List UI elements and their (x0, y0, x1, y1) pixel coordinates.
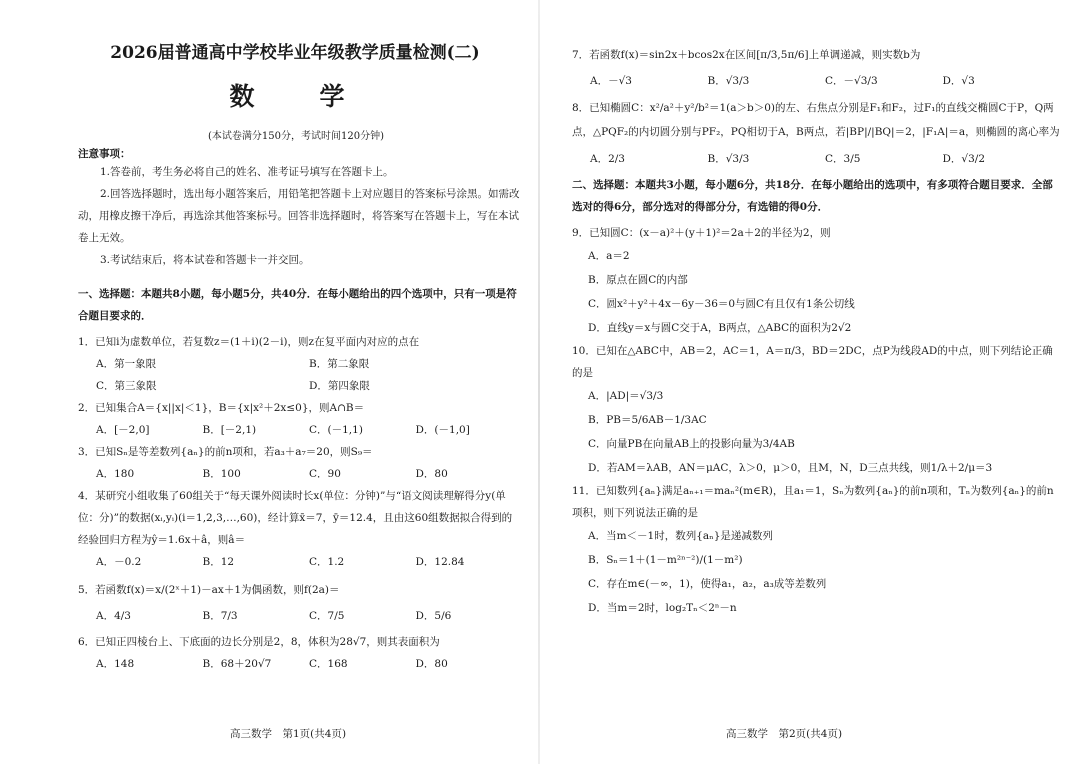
exam-title: 2026届普通高中学校毕业年级教学质量检测(二) (110, 43, 480, 63)
question-5 (78, 579, 522, 631)
question-11 (572, 480, 1060, 620)
option: D．80 (415, 468, 448, 480)
option: A．4/3 (96, 610, 131, 622)
option: A．－0.2 (96, 556, 142, 568)
option: D．当m＝2时，log₂Tₙ＜2ⁿ－n (588, 602, 737, 614)
option: B．[－2,1) (202, 424, 257, 436)
option: A．[－2,0] (96, 424, 150, 436)
option: B．第二象限 (309, 358, 370, 370)
notice-item: 3.考试结束后，将本试卷和答题卡一并交回。 (100, 254, 310, 266)
question-stem: 9．已知圆C：(x－a)²＋(y＋1)²＝2a＋2的半径为2，则 (572, 227, 831, 239)
option: D．直线y＝x与圆C交于A，B两点，△ABC的面积为2√2 (588, 322, 852, 334)
option: A．－√3 (590, 75, 632, 87)
option: C．3/5 (825, 153, 861, 165)
question-stem: 5．若函数f(x)＝x/(2ˣ＋1)－ax＋1为偶函数，则f(2a)＝ (78, 584, 340, 596)
question-1 (78, 331, 522, 397)
option: C．存在m∈(－∞，1)，使得a₁，a₂，a₃成等差数列 (588, 578, 827, 590)
option: D．5/6 (415, 610, 452, 622)
option: C．第三象限 (96, 380, 157, 392)
question-stem: 3．已知Sₙ是等差数列{aₙ}的前n项和，若a₃＋a₇＝20，则S₉＝ (78, 446, 373, 458)
option: D．若AM＝λAB，AN＝μAC，λ＞0，μ＞0，且M，N，D三点共线，则1/λ＋2/μ＝3 (588, 462, 993, 474)
right-page (540, 0, 1080, 764)
notice-heading: 注意事项： (78, 148, 131, 160)
option: B．Sₙ＝1＋(1－m²ⁿ⁻²)/(1－m²) (588, 554, 743, 566)
notice-item: 1.答卷前，考生务必将自己的姓名、准考证号填写在答题卡上。 (100, 166, 394, 178)
option: B．100 (202, 468, 241, 480)
option: C．7/5 (309, 610, 345, 622)
option: B．原点在圆C的内部 (588, 274, 688, 286)
option: C．向量PB在向量AB上的投影向量为3/4AB (588, 438, 795, 450)
section-1-heading: 一、选择题：本题共8小题，每小题5分，共40分．在每小题给出的四个选项中，只有一项是符合题目要求的． (78, 288, 517, 322)
option: C．1.2 (309, 556, 345, 568)
option: D．√3 (942, 75, 975, 87)
question-stem: 8．已知椭圆C：x²/a²＋y²/b²＝1(a＞b＞0)的左、右焦点分别是F₁和F₂，过F₁的直线交椭圆C于P，Q两点，△PQF₂的内切圆分别与PF₂，PQ相切于A，B两点，若|BP|/|BQ|＝2，|F₁A|＝a，则椭圆的离心率为 (572, 102, 1060, 138)
option: D．√3/2 (942, 153, 986, 165)
option: A．148 (96, 658, 135, 670)
question-stem: 2．已知集合A＝{x||x|＜1}，B＝{x|x²＋2x≤0}，则A∩B＝ (78, 402, 365, 414)
option: A．第一象限 (96, 358, 157, 370)
question-3 (78, 441, 522, 485)
option: B．7/3 (202, 610, 238, 622)
notice-item: 2.回答选择题时，选出每小题答案后，用铅笔把答题卡上对应题目的答案标号涂黑。如需改动，用橡皮擦干净后，再选涂其他答案标号。回答非选择题时，将答案写在答题卡上，写在本试卷上无效。 (78, 188, 520, 244)
question-8 (572, 96, 1060, 174)
option: D．(－1,0] (415, 424, 470, 436)
option: C．168 (309, 658, 348, 670)
section-2-heading: 二、选择题：本题共3小题，每小题6分，共18分．在每小题给出的选项中，有多项符合题目要求．全部选对的得6分，部分选对的得部分分，有选错的得0分． (572, 179, 1053, 213)
option: D．12.84 (415, 556, 465, 568)
option: A．2/3 (590, 153, 625, 165)
option: B．PB＝5/6AB－1/3AC (588, 414, 707, 426)
option: A．当m＜－1时，数列{aₙ}是递减数列 (588, 530, 773, 542)
option: B．12 (202, 556, 235, 568)
question-9 (572, 222, 1060, 340)
question-stem: 1．已知i为虚数单位，若复数z＝(1＋i)(2－i)，则z在复平面内对应的点在 (78, 336, 420, 348)
question-4 (78, 485, 522, 573)
question-10 (572, 340, 1060, 480)
subject-title: 数 学 (229, 82, 365, 111)
question-stem: 7．若函数f(x)＝sin2x＋bcos2x在区间[π/3,5π/6]上单调递减，则实数b为 (572, 49, 921, 61)
question-stem: 11．已知数列{aₙ}满足aₙ₊₁＝maₙ²(m∈R)，且a₁＝1，Sₙ为数列{aₙ}的前n项和，Tₙ为数列{aₙ}的前n项积，则下列说法正确的是 (572, 485, 1054, 519)
option: C．(－1,1) (309, 424, 363, 436)
question-2 (78, 397, 522, 441)
option: C．圆x²＋y²＋4x－6y－36＝0与圆C有且仅有1条公切线 (588, 298, 855, 310)
question-stem: 6．已知正四棱台上、下底面的边长分别是2，8，体积为28√7，则其表面积为 (78, 636, 440, 648)
option: B．68＋20√7 (202, 658, 272, 670)
question-7 (572, 44, 1060, 96)
page-footer-left: 高三数学 第1页(共4页) (230, 728, 347, 740)
question-6 (78, 631, 522, 675)
option: C．90 (309, 468, 341, 480)
option: A．a＝2 (588, 250, 630, 262)
question-stem: 4．某研究小组收集了60组关于“每天课外阅读时长x(单位：分钟)”与“语文阅读理解得分y(单位：分)”的数据(xᵢ,yᵢ)(i＝1,2,3,…,60)，经计算x̄＝7，ȳ＝12.4，且由这60组数据拟合得到的经验回归方程为ŷ＝1.6x＋â，则â＝ (78, 490, 513, 546)
option: C．－√3/3 (825, 75, 878, 87)
option: A．|AD|＝√3/3 (588, 390, 664, 402)
option: B．√3/3 (707, 153, 750, 165)
option: A．180 (96, 468, 135, 480)
option: B．√3/3 (707, 75, 750, 87)
option: D．80 (415, 658, 448, 670)
question-stem: 10．已知在△ABC中，AB＝2，AC＝1，A＝π/3，BD＝2DC，点P为线段AD的中点，则下列结论正确的是 (572, 345, 1053, 379)
option: D．第四象限 (309, 380, 370, 392)
page-footer-right: 高三数学 第2页(共4页) (726, 728, 843, 740)
exam-note: (本试卷满分150分，考试时间120分钟) (208, 131, 384, 142)
